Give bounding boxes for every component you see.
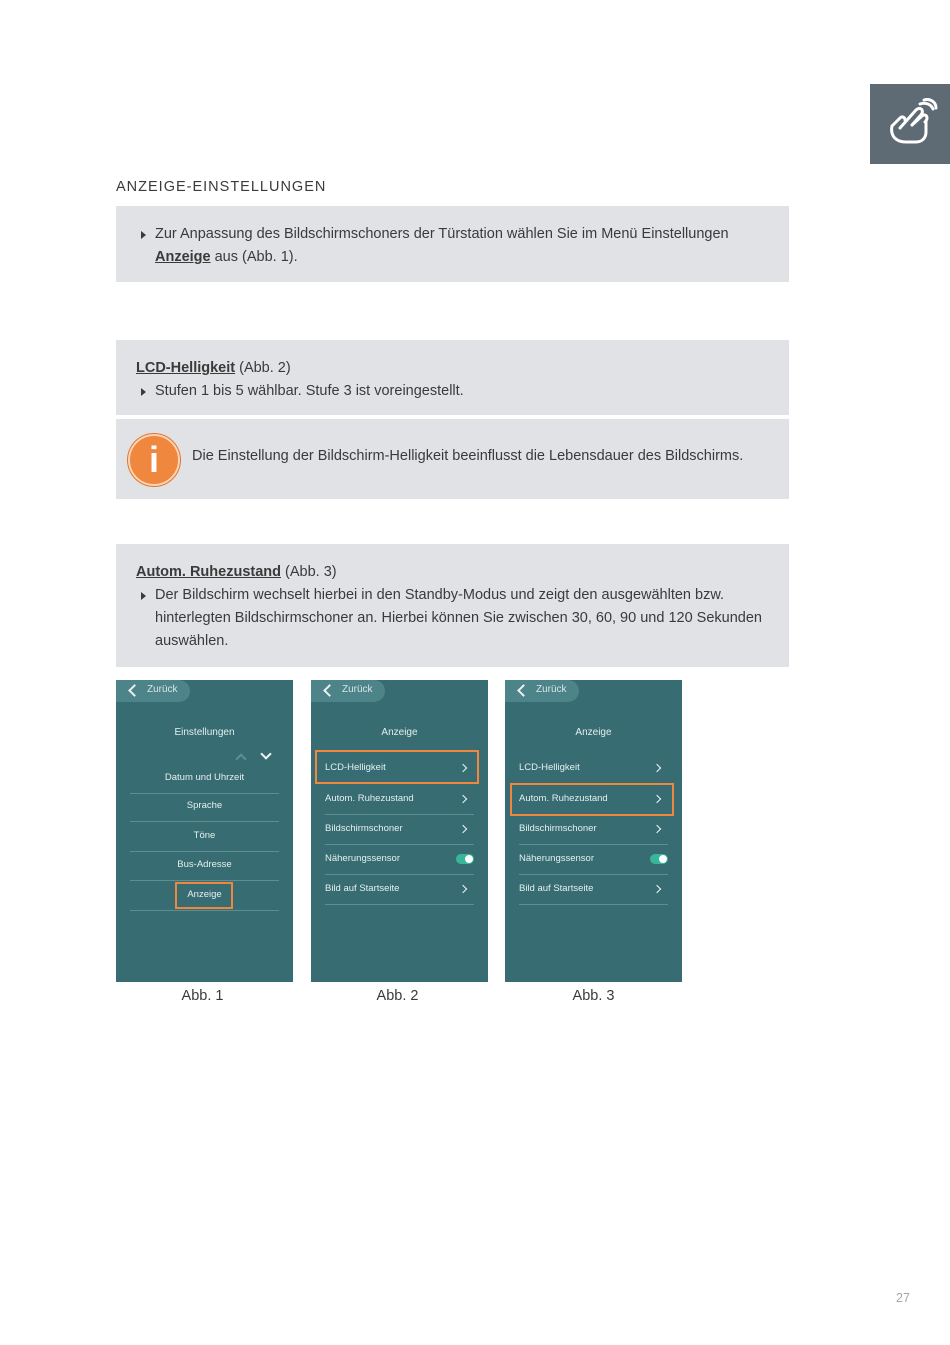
menu-item-anzeige[interactable]: Anzeige (130, 880, 279, 911)
item-label: LCD-Helligkeit (519, 762, 580, 773)
caption-abb2: Abb. 2 (376, 988, 419, 1004)
item-label: Autom. Ruhezustand (325, 793, 414, 804)
lcd-heading (136, 357, 769, 380)
menu-item-naeherungssensor[interactable] (325, 844, 474, 875)
chevron-right-icon (653, 885, 661, 893)
menu-item-sprache[interactable]: Sprache (130, 791, 279, 822)
item-label: Bildschirmschoner (519, 823, 597, 834)
intro-text-after: aus (Abb. 1). (210, 249, 298, 265)
highlight-frame (315, 750, 479, 784)
menu-item-lcd-helligkeit[interactable] (519, 753, 668, 784)
toggle-switch[interactable] (650, 854, 668, 864)
section-title: ANZEIGE-EINSTELLUNGEN (116, 179, 327, 195)
back-label: Zurück (147, 684, 178, 695)
chevron-right-icon (653, 764, 661, 772)
toggle-knob (659, 855, 667, 863)
ruhe-ref: (Abb. 3) (281, 564, 337, 580)
chevron-left-icon (323, 684, 336, 697)
scroll-arrows (237, 750, 277, 764)
caption-abb3: Abb. 3 (572, 988, 615, 1004)
intro-box (116, 206, 789, 282)
caption-abb1: Abb. 1 (181, 988, 224, 1004)
screenshot-anzeige-lcd (311, 680, 488, 982)
back-label: Zurück (342, 684, 373, 695)
intro-bullet (136, 223, 769, 269)
lcd-bullet (136, 380, 769, 403)
menu-item-bild-startseite[interactable] (519, 874, 668, 905)
item-label: Bildschirmschoner (325, 823, 403, 834)
menu-item-naeherungssensor[interactable] (519, 844, 668, 875)
info-icon-glyph: i (148, 439, 159, 480)
item-label: Näherungssensor (519, 853, 594, 864)
menu-item-bus-adresse[interactable]: Bus-Adresse (130, 850, 279, 881)
ruhe-heading (136, 561, 769, 584)
ruhe-bullet-text: Der Bildschirm wechselt hierbei in den Standby-Modus und zeigt den ausgewählten bzw. hinterlegten Bildschirmschoner an. Hierbei können Sie zwischen 30, 60, 90 und 120 Sekunden auswählen. (155, 587, 762, 649)
lcd-ref: (Abb. 2) (235, 360, 291, 376)
back-button[interactable] (116, 680, 190, 702)
menu-item-datum[interactable]: Datum und Uhrzeit (130, 763, 279, 794)
anzeige-link[interactable]: Anzeige (155, 249, 211, 265)
menu-item-autom-ruhezustand[interactable] (325, 784, 474, 815)
bullet-triangle-icon (141, 388, 146, 396)
back-button[interactable] (311, 680, 385, 702)
highlight-frame (175, 882, 233, 909)
item-label: Bild auf Startseite (519, 883, 594, 894)
lcd-title[interactable]: LCD-Helligkeit (136, 360, 236, 376)
item-label: LCD-Helligkeit (325, 762, 386, 773)
menu-item-toene[interactable]: Töne (130, 821, 279, 852)
touch-hand-icon (886, 98, 938, 148)
lcd-bullet-text: Stufen 1 bis 5 wählbar. Stufe 3 ist voreingestellt. (155, 383, 464, 399)
lcd-box (116, 340, 789, 415)
back-button[interactable] (505, 680, 579, 702)
chevron-right-icon (459, 795, 467, 803)
screenshot-anzeige-ruhezustand (505, 680, 682, 982)
menu-item-bildschirmschoner[interactable] (325, 814, 474, 845)
menu-item-bildschirmschoner[interactable] (519, 814, 668, 845)
item-label: Bild auf Startseite (325, 883, 400, 894)
item-label: Autom. Ruhezustand (519, 793, 608, 804)
ruhe-title[interactable]: Autom. Ruhezustand (136, 564, 281, 580)
toggle-knob (465, 855, 473, 863)
bullet-triangle-icon (141, 592, 146, 600)
screen-title: Einstellungen (174, 727, 235, 738)
highlight-frame (510, 783, 674, 816)
intro-text-before: Zur Anpassung des Bildschirmschoners der Türstation wählen Sie im Menü Einstellungen (155, 226, 729, 242)
chevron-right-icon (459, 825, 467, 833)
ruhe-box (116, 544, 789, 667)
ruhe-bullet (136, 584, 769, 653)
chevron-down-icon[interactable] (260, 748, 271, 759)
page-number: 27 (896, 1291, 910, 1305)
screen-title: Anzeige (381, 727, 418, 738)
item-label: Näherungssensor (325, 853, 400, 864)
info-box (116, 419, 789, 499)
chevron-left-icon (128, 684, 141, 697)
back-label: Zurück (536, 684, 567, 695)
info-text: Die Einstellung der Bildschirm-Helligkeit beeinflusst die Lebensdauer des Bildschirms. (192, 448, 744, 464)
menu-item-bild-startseite[interactable] (325, 874, 474, 905)
screenshot-einstellungen (116, 680, 293, 982)
chevron-left-icon (517, 684, 530, 697)
bullet-triangle-icon (141, 231, 146, 239)
chevron-right-icon (653, 825, 661, 833)
info-icon (128, 434, 180, 486)
toggle-switch[interactable] (456, 854, 474, 864)
chapter-tab (870, 84, 950, 164)
chevron-right-icon (459, 885, 467, 893)
screen-title: Anzeige (575, 727, 612, 738)
